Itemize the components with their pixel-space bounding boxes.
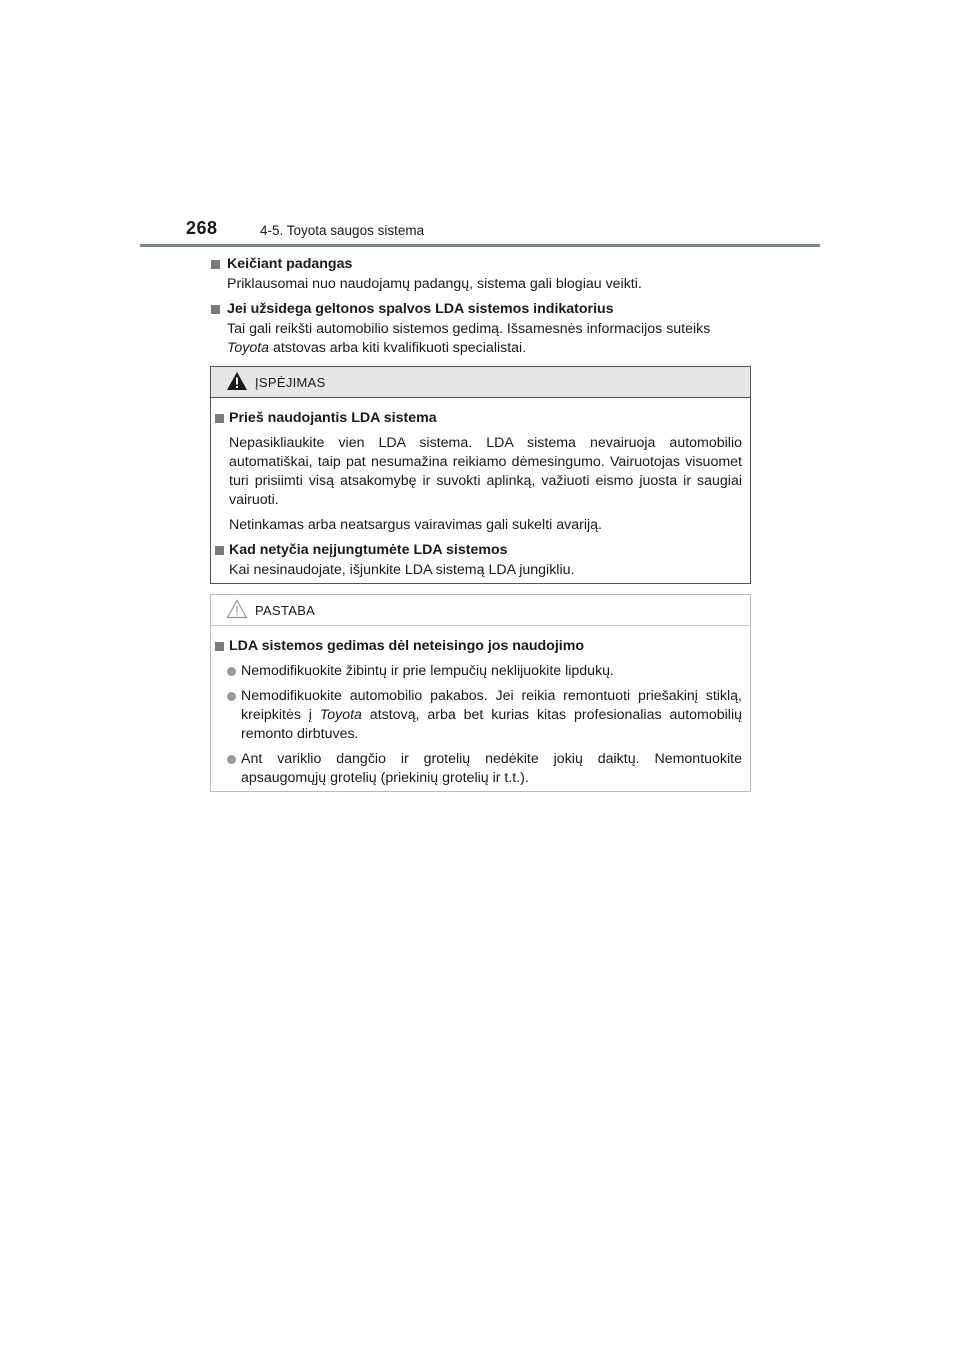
intro-item-title: Keičiant padangas [211, 255, 751, 274]
warning-box-body [211, 398, 750, 580]
header-rule [140, 244, 820, 247]
note-label: PASTABA [255, 603, 316, 618]
note-bullet: Nemodifikuokite žibintų ir prie lempučių neklijuokite lipdukų. [211, 662, 742, 681]
caution-outline-triangle-icon [226, 599, 248, 624]
round-bullet-icon [227, 692, 236, 701]
square-bullet-icon [211, 260, 220, 269]
intro-item-text: Tai gali reikšti automobilio sistemos gedimą. Išsamesnės informacijos suteiks Toyota atstovas arba kiti kvalifikuoti specialistai. [227, 321, 711, 356]
square-bullet-icon [215, 414, 224, 423]
warning-item-title: Kad netyčia neįjungtumėte LDA sistemos [211, 541, 742, 560]
note-box-header [211, 595, 750, 626]
round-bullet-icon [227, 755, 236, 764]
note-bullet: Ant variklio dangčio ir grotelių nedėkite jokių daiktų. Nemontuokite apsaugomųjų grotelių (priekinių grotelių ir t.t.). [211, 750, 742, 788]
intro-item-text: Priklausomai nuo naudojamų padangų, sistema gali blogiau veikti. [227, 276, 642, 292]
warning-label: ĮSPĖJIMAS [255, 375, 326, 390]
intro-item-title: Jei užsidega geltonos spalvos LDA sistemos indikatorius [211, 300, 751, 319]
square-bullet-icon [211, 305, 220, 314]
page-header [186, 214, 826, 244]
section-title: 4-5. Toyota saugos sistema [260, 223, 425, 238]
warning-item-title: Prieš naudojantis LDA sistema [211, 409, 742, 428]
brand-name: Toyota [227, 340, 270, 356]
round-bullet-icon [227, 667, 236, 676]
warning-item-text: Kai nesinaudojate, išjunkite LDA sistemą LDA jungikliu. [229, 562, 575, 578]
note-box-body [211, 626, 750, 788]
warning-item-text: Netinkamas arba neatsargus vairavimas gali sukelti avariją. [229, 517, 602, 533]
note-item-title: LDA sistemos gedimas dėl neteisingo jos naudojimo [211, 637, 742, 656]
note-box [210, 594, 751, 792]
warning-item-text: Nepasikliaukite vien LDA sistema. LDA sistema nevairuoja automobilio automatiškai, taip pat nesumažina reikiamo dėmesingumo. Vairuotojas visuomet turi prisiimti visą atsakomybę ir suvokti aplinką, važiuoti eismo juosta ir saugiai vairuoti. [229, 435, 742, 508]
note-bullet: Nemodifikuokite automobilio pakabos. Jei reikia remontuoti priešakinį stiklą, kreipkitės į Toyota atstovą, arba bet kurias kitas profesionalias automobilių remonto dirbtuves. [211, 687, 742, 744]
square-bullet-icon [215, 642, 224, 651]
square-bullet-icon [215, 546, 224, 555]
intro-content [211, 255, 751, 358]
page-number: 268 [186, 218, 218, 238]
warning-box-header [211, 367, 750, 398]
brand-name: Toyota [319, 707, 362, 723]
warning-triangle-icon [226, 371, 248, 396]
warning-box [210, 366, 751, 584]
